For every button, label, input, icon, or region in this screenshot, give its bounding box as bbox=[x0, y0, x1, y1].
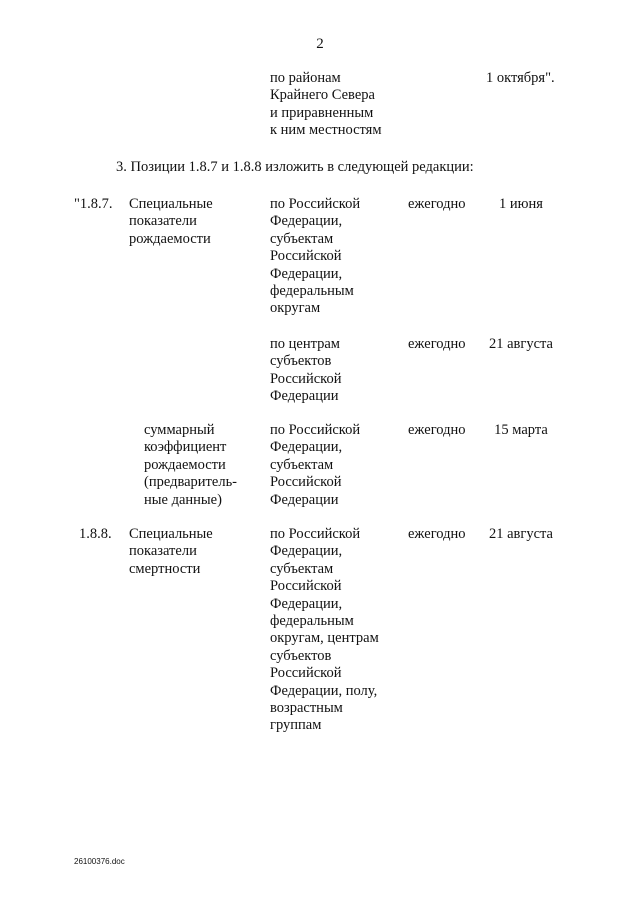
top-by-cell: по районам Крайнего Севера и приравненным к ним местностям bbox=[270, 70, 382, 139]
indicator-name: суммарный коэффициент рождаемости (предваритель- ные данные) bbox=[144, 422, 238, 508]
breakdown-cell: по центрам субъектов Российской Федерации bbox=[270, 336, 342, 405]
top-date-cell: 1 октября". bbox=[486, 70, 555, 86]
period-cell: ежегодно bbox=[408, 196, 466, 212]
footer-filename: 26100376.doc bbox=[74, 857, 125, 866]
breakdown-cell: по Российской Федерации, субъектам Российской Федерации, федеральным округам, центрам субъектов Российской Федерации, полу, возрастным группам bbox=[270, 526, 379, 734]
period-cell: ежегодно bbox=[408, 422, 466, 438]
date-cell: 1 июня bbox=[499, 196, 543, 212]
row-number: 1.8.8. bbox=[79, 526, 112, 542]
page-number: 2 bbox=[316, 36, 324, 52]
row-number: "1.8.7. bbox=[74, 196, 113, 212]
amendment-paragraph: 3. Позиции 1.8.7 и 1.8.8 изложить в следующей редакции: bbox=[116, 159, 474, 175]
date-cell: 15 марта bbox=[494, 422, 548, 438]
date-cell: 21 августа bbox=[489, 336, 553, 352]
indicator-name: Специальные показатели смертности bbox=[129, 526, 213, 577]
breakdown-cell: по Российской Федерации, субъектам Российской Федерации bbox=[270, 422, 361, 508]
period-cell: ежегодно bbox=[408, 336, 466, 352]
indicator-name: Специальные показатели рождаемости bbox=[129, 196, 213, 247]
date-cell: 21 августа bbox=[489, 526, 553, 542]
breakdown-cell: по Российской Федерации, субъектам Российской Федерации, федеральным округам bbox=[270, 196, 361, 317]
period-cell: ежегодно bbox=[408, 526, 466, 542]
